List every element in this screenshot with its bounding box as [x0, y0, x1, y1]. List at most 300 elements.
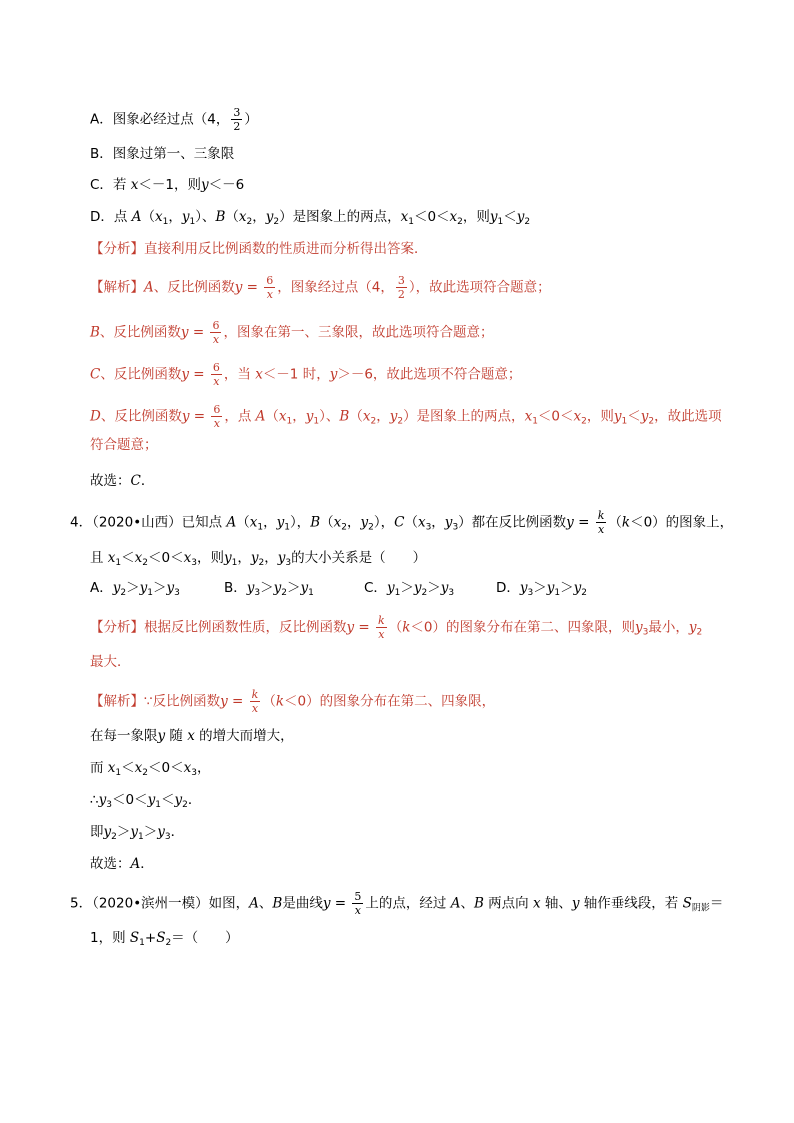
q3-answer — [90, 471, 154, 491]
fraction — [264, 275, 275, 300]
var: B — [473, 895, 484, 912]
t: = — [573, 514, 594, 531]
t: 即 — [90, 824, 104, 840]
t: ∴ — [90, 792, 99, 808]
sub: 2 — [581, 416, 587, 427]
sub: 1 — [313, 416, 320, 427]
fraction — [376, 615, 387, 640]
solution-tag: 【解析】 — [90, 693, 144, 710]
var: x — [134, 760, 143, 776]
denominator: x — [212, 333, 220, 346]
fraction — [396, 275, 407, 300]
t: ＞－6，故此选项不符合题意； — [337, 366, 522, 383]
sub: 2 — [281, 588, 288, 598]
option-label: C． — [364, 580, 387, 596]
fraction — [231, 107, 242, 132]
numerator: k — [597, 509, 605, 522]
t: （ — [225, 209, 239, 225]
t: 的增大而增大， — [194, 728, 294, 744]
sub: 1 — [532, 416, 538, 427]
q3-analysis — [90, 239, 428, 259]
var: y — [181, 408, 190, 425]
q3-solution-d-cont — [90, 435, 158, 455]
var: y — [640, 408, 649, 425]
option-text: ＜－6 — [208, 177, 245, 193]
sub: 阴影 — [691, 903, 710, 914]
var: y — [181, 366, 189, 383]
numerator: 3 — [397, 274, 405, 287]
t: 、反比例函数 — [100, 366, 182, 383]
q4-line4 — [90, 790, 201, 810]
t: 轴、 — [540, 895, 572, 912]
t: ＜0＜ — [148, 760, 184, 776]
var: x — [249, 514, 258, 531]
var: y — [346, 619, 355, 636]
t: 、反比例函数 — [100, 408, 182, 425]
t: 的大小关系是（ ） — [291, 550, 427, 566]
var: x — [532, 895, 541, 912]
sub: 3 — [174, 588, 180, 598]
sub: 2 — [524, 217, 531, 227]
var: A — [226, 514, 237, 531]
sub: 2 — [370, 416, 377, 427]
sub: 2 — [397, 416, 404, 427]
t: 是曲线 — [282, 895, 323, 912]
t: ＞ — [153, 580, 167, 596]
denominator: x — [378, 628, 385, 641]
var: y — [180, 324, 189, 341]
var: A — [255, 408, 266, 425]
var: A — [144, 279, 154, 296]
var: y — [300, 580, 309, 596]
fraction — [210, 320, 221, 345]
t: ， — [252, 209, 266, 225]
t: ＞ — [287, 580, 301, 596]
var: y — [386, 580, 395, 596]
option-text: 图象必经过点（4， — [112, 111, 230, 128]
numerator: 3 — [233, 106, 241, 119]
t: ）， — [373, 514, 395, 531]
sub: 1 — [394, 588, 401, 598]
var: y — [147, 792, 156, 808]
t: ＞ — [533, 580, 547, 596]
t: ， — [292, 408, 306, 425]
t: ，图象经过点（4， — [277, 279, 394, 296]
q3-solution-b — [90, 320, 493, 345]
sub: 3 — [285, 558, 292, 568]
t: ＞ — [126, 580, 140, 596]
var: y — [157, 728, 166, 744]
t: ＜0＜ — [148, 550, 184, 566]
var: y — [246, 580, 255, 596]
var: x — [130, 177, 139, 193]
sub: 3 — [106, 800, 112, 810]
t: 随 — [165, 728, 188, 744]
t: 点 — [113, 209, 132, 225]
t: ＜0）的图象上， — [630, 514, 734, 531]
denominator: 2 — [233, 120, 241, 133]
sub: 1 — [115, 768, 122, 778]
numerator: 6 — [266, 274, 274, 287]
var: y — [200, 177, 209, 193]
t: ∵反比例函数 — [144, 693, 221, 710]
denominator: x — [213, 417, 220, 430]
sub: 1 — [189, 217, 196, 227]
var: x — [333, 514, 342, 531]
sub: 3 — [448, 588, 455, 598]
q4-line2 — [90, 726, 294, 746]
t: = — [354, 619, 375, 636]
var: x — [183, 760, 192, 776]
var: x — [154, 209, 163, 225]
t: ＜－1 时， — [262, 366, 330, 383]
var: B — [310, 514, 321, 531]
var: k — [402, 619, 411, 636]
t: ， — [168, 209, 182, 225]
option-a — [90, 107, 258, 132]
var: y — [220, 693, 228, 710]
var: y — [181, 209, 190, 225]
numerator: 6 — [212, 361, 220, 374]
solution-tag: 【解析】 — [90, 279, 144, 296]
q3-solution-a — [90, 275, 551, 300]
t: （ — [141, 209, 155, 225]
sub: 1 — [621, 416, 628, 427]
sub: 1 — [115, 558, 122, 568]
sub: 2 — [165, 938, 172, 948]
var: D — [90, 408, 101, 425]
sub: 3 — [527, 588, 534, 598]
t: 4．（2020•山西）已知点 — [70, 514, 227, 531]
t: （ — [349, 408, 363, 425]
var: x — [449, 209, 458, 225]
var: y — [322, 895, 331, 912]
var: x — [573, 408, 582, 425]
var: y — [389, 408, 398, 425]
q4-line3 — [90, 758, 210, 778]
option-label: B． — [90, 146, 113, 162]
t: ，当 — [223, 366, 256, 383]
sub: 3 — [191, 558, 197, 568]
var: x — [400, 209, 409, 225]
var: x — [183, 550, 192, 566]
q4-option-c — [364, 578, 454, 598]
var: x — [524, 408, 533, 425]
sub: 1 — [139, 938, 145, 948]
q5-stem — [70, 891, 723, 916]
option-text: 图象过第一、三象限 — [112, 146, 235, 162]
sub: 2 — [182, 800, 188, 810]
denominator: x — [213, 375, 220, 388]
sub: 2 — [273, 217, 280, 227]
t: ）都在反比例函数 — [458, 514, 567, 531]
sub: 3 — [452, 522, 459, 533]
numerator: k — [378, 614, 385, 627]
sub: 1 — [147, 588, 153, 598]
t: ． — [140, 473, 155, 489]
t: 5．（2020•滨州一模）如图， — [70, 895, 250, 912]
var: S — [129, 930, 140, 946]
answer-letter: A — [130, 856, 141, 872]
t: （ — [265, 408, 279, 425]
sub: 1 — [554, 588, 561, 598]
var: x — [107, 550, 116, 566]
sub: 3 — [191, 768, 197, 778]
sub: 1 — [162, 217, 169, 227]
t: ＞ — [400, 580, 414, 596]
option-b — [90, 144, 234, 164]
var: x — [417, 514, 426, 531]
t: ， — [376, 408, 390, 425]
t: ＜0＜ — [413, 209, 450, 225]
sub: 2 — [457, 217, 463, 227]
var: x — [107, 760, 116, 776]
var: x — [134, 550, 143, 566]
var: y — [103, 824, 112, 840]
t: ＝ — [709, 895, 724, 912]
var: y — [519, 580, 528, 596]
sub: 2 — [421, 588, 428, 598]
sub: 3 — [642, 627, 649, 638]
numerator: 6 — [213, 403, 221, 416]
var: y — [276, 514, 285, 531]
t: ＞ — [427, 580, 441, 596]
t: 故选： — [90, 473, 131, 489]
t: ＜0＜ — [111, 792, 148, 808]
q4-stem — [70, 510, 733, 535]
var: A — [131, 209, 142, 225]
var: x — [238, 209, 247, 225]
t: ＜ — [160, 792, 175, 808]
var: y — [573, 580, 582, 596]
t: ）、 — [319, 408, 340, 425]
var: y — [688, 619, 697, 636]
option-label: A． — [90, 111, 113, 128]
q4-analysis — [90, 615, 702, 640]
t: ， — [237, 550, 251, 566]
t: ）是图象上的两点， — [279, 209, 401, 225]
var: y — [273, 580, 282, 596]
q4-option-b — [224, 578, 314, 598]
q4-stem-cont — [90, 548, 426, 568]
analysis-tag: 【分析】 — [90, 241, 144, 257]
var: y — [223, 550, 232, 566]
var: A — [249, 895, 259, 912]
t: 、反比例函数 — [153, 279, 235, 296]
sub: 2 — [341, 522, 347, 533]
t: ）是图象上的两点， — [403, 408, 525, 425]
var: y — [360, 514, 369, 531]
t: ． — [187, 792, 202, 808]
sub: 2 — [111, 832, 117, 842]
denominator: 2 — [397, 288, 405, 301]
var: y — [329, 366, 338, 383]
answer-letter: C — [130, 473, 141, 489]
t: ＜ — [121, 760, 135, 776]
q4-analysis-cont — [90, 652, 131, 672]
t: ，故此选项 — [654, 408, 722, 425]
t: 上的点，经过 — [365, 895, 451, 912]
t: = — [188, 366, 209, 383]
var: C — [394, 514, 405, 531]
q5-stem-cont — [90, 928, 239, 948]
sub: 1 — [284, 522, 290, 533]
sub: 2 — [258, 558, 265, 568]
var: B — [272, 895, 283, 912]
var: k — [621, 514, 631, 531]
t: ，则 — [196, 550, 224, 566]
denominator: x — [354, 904, 361, 917]
denominator: x — [251, 702, 259, 715]
t: 最大． — [90, 654, 131, 670]
option-c — [90, 175, 244, 195]
t: 而 — [90, 760, 108, 776]
var: k — [275, 693, 284, 710]
option-label: D． — [496, 580, 520, 596]
var: y — [516, 209, 525, 225]
sub: 3 — [164, 832, 171, 842]
t: ＜0＜ — [537, 408, 574, 425]
sub: 1 — [408, 217, 414, 227]
option-text: ＜－1，则 — [138, 177, 201, 193]
q3-solution-c — [90, 362, 521, 387]
t: = — [188, 324, 209, 341]
option-label: A． — [90, 580, 113, 596]
t: ）， — [289, 514, 311, 531]
var: y — [546, 580, 555, 596]
t: ， — [196, 760, 211, 776]
t: 、 — [258, 895, 273, 912]
var: S — [682, 895, 692, 912]
var: B — [215, 209, 226, 225]
t: （ — [262, 693, 276, 710]
t: = — [242, 279, 263, 296]
t: 在每一象限 — [90, 728, 158, 744]
option-label: D． — [90, 209, 114, 225]
t: ， — [431, 514, 445, 531]
var: y — [305, 408, 314, 425]
t: ＜ — [627, 408, 641, 425]
var: x — [278, 408, 287, 425]
t: = — [189, 408, 210, 425]
fraction — [211, 362, 222, 387]
sub: 1 — [231, 558, 238, 568]
var: y — [635, 619, 643, 636]
t: 两点向 — [483, 895, 533, 912]
var: y — [489, 209, 498, 225]
t: 轴作垂线段，若 — [579, 895, 683, 912]
option-text: 若 — [112, 177, 131, 193]
t: = — [330, 895, 351, 912]
analysis-tag: 【分析】 — [90, 619, 144, 636]
var: B — [90, 324, 100, 341]
var: y — [234, 279, 243, 296]
var: B — [339, 408, 350, 425]
fraction — [596, 510, 607, 535]
fraction — [211, 404, 222, 429]
t: 符合题意； — [90, 437, 158, 453]
fraction — [250, 689, 261, 714]
var: x — [255, 366, 263, 383]
var: y — [265, 209, 274, 225]
var: y — [571, 895, 580, 912]
t: 最小， — [648, 619, 689, 636]
option-text: ） — [244, 111, 258, 128]
sub: 1 — [497, 217, 504, 227]
sub: 2 — [120, 588, 127, 598]
option-label: B． — [224, 580, 247, 596]
sub: 2 — [142, 768, 149, 778]
sub: 1 — [138, 832, 144, 842]
numerator: 6 — [212, 319, 220, 332]
sub: 2 — [142, 558, 149, 568]
option-label: C． — [90, 177, 113, 193]
t: ，则 — [462, 209, 490, 225]
sub: 1 — [308, 588, 314, 598]
t: ）、 — [195, 209, 216, 225]
var: y — [139, 580, 148, 596]
t: ＝（ ） — [171, 930, 239, 946]
var: y — [277, 550, 286, 566]
var: C — [90, 366, 101, 383]
t: 且 — [90, 550, 108, 566]
t: ＜ — [121, 550, 135, 566]
t: ， — [264, 550, 278, 566]
var: y — [250, 550, 259, 566]
var: y — [112, 580, 121, 596]
t: ＜ — [503, 209, 517, 225]
t: （ — [404, 514, 418, 531]
t: 、 — [460, 895, 474, 912]
fraction — [352, 891, 363, 916]
t: ＞ — [260, 580, 274, 596]
analysis-text: 直接利用反比例函数的性质进而分析得出答案． — [144, 241, 428, 257]
t: + — [144, 930, 157, 946]
t: = — [227, 693, 248, 710]
q4-solution — [90, 689, 495, 714]
sub: 3 — [254, 588, 261, 598]
var: y — [413, 580, 422, 596]
var: y — [130, 824, 139, 840]
var: y — [444, 514, 453, 531]
t: ＞ — [143, 824, 158, 840]
sub: 3 — [425, 522, 432, 533]
var: y — [166, 580, 175, 596]
t: ＞ — [116, 824, 131, 840]
t: 根据反比例函数性质，反比例函数 — [144, 619, 347, 636]
t: ），故此选项符合题意； — [408, 279, 551, 296]
t: （ — [236, 514, 250, 531]
t: ＜0）的图象分布在第二、四象限，则 — [410, 619, 635, 636]
sub: 1 — [286, 416, 293, 427]
t: ， — [346, 514, 361, 531]
var: x — [362, 408, 371, 425]
t: ． — [140, 856, 154, 872]
t: （ — [608, 514, 622, 531]
t: （ — [320, 514, 334, 531]
t: ，则 — [586, 408, 614, 425]
numerator: k — [251, 688, 259, 701]
var: y — [566, 514, 574, 531]
numerator: 5 — [354, 890, 362, 903]
t: ， — [263, 514, 277, 531]
t: 1，则 — [90, 930, 130, 946]
var: y — [440, 580, 449, 596]
t: ＞ — [560, 580, 574, 596]
var: A — [450, 895, 461, 912]
t: （ — [388, 619, 403, 636]
t: 、反比例函数 — [99, 324, 181, 341]
